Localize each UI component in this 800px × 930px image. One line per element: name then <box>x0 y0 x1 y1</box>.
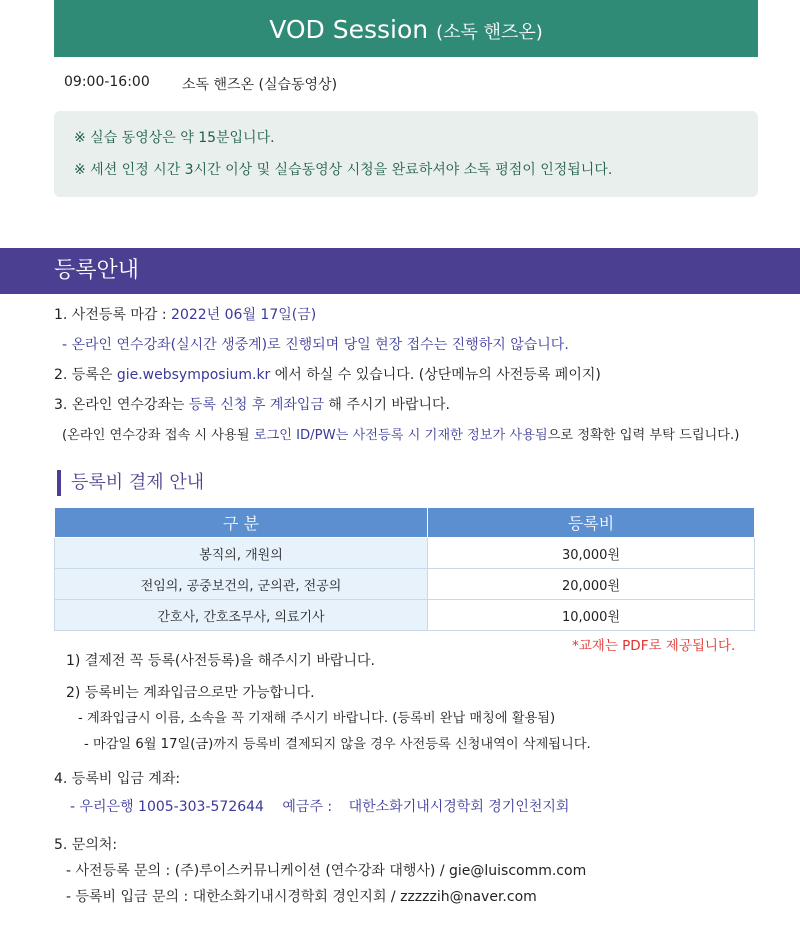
vod-time: 09:00-16:00 <box>64 74 150 90</box>
reg-item-3-sub <box>62 424 739 443</box>
fee-table-header <box>55 508 755 538</box>
reg-site-link[interactable]: gie.websymposium.kr <box>116 367 271 383</box>
vod-program: 소독 핸즈온 (실습동영상) <box>182 77 338 93</box>
payment-note-2-sub-1: - 계좌입금시 이름, 소속을 꼭 기재해 주시기 바랍니다. (등록비 완납 매칭에 활용됨) <box>78 711 556 726</box>
reg-item-2-pre: 2. 등록은 <box>54 367 117 383</box>
reg-item-2 <box>54 364 601 384</box>
reg-item-2-post: 에서 하실 수 있습니다. (상단메뉴의 사전등록 페이지) <box>270 367 601 383</box>
payment-note-1: 1) 결제전 꼭 등록(사전등록)을 해주시기 바랍니다. <box>66 653 375 669</box>
account-holder: 대한소화기내시경학회 경기인천지회 <box>348 799 570 815</box>
fee-amount: 10,000원 <box>428 600 755 631</box>
reg-deadline: 2022년 06월 17일(금) <box>171 307 317 323</box>
account-label: 4. 등록비 입금 계좌: <box>54 771 181 787</box>
account-holder-label: 예금주 : <box>282 799 333 815</box>
reg-item-3 <box>54 394 450 414</box>
contact-label: 5. 문의처: <box>54 837 118 853</box>
fee-col-category: 구 분 <box>55 508 428 538</box>
reg-item-1-label: 1. 사전등록 마감 : <box>54 307 172 323</box>
pdf-note: *교재는 PDF로 제공됩니다. <box>572 638 736 654</box>
fee-category: 간호사, 간호조무사, 의료기사 <box>55 600 428 631</box>
reg-item-1-sub: - 온라인 연수강좌(실시간 생중계)로 진행되며 당일 현장 접수는 진행하지 않습니다. <box>62 337 569 353</box>
fee-section-title: 등록비 결제 안내 <box>57 470 204 496</box>
table-row <box>55 569 755 600</box>
table-row <box>55 538 755 569</box>
reg-item-1 <box>54 304 316 324</box>
payment-note-2-sub-2: - 마감일 6월 17일(금)까지 등록비 결제되지 않을 경우 사전등록 신청내역이 삭제됩니다. <box>84 737 591 752</box>
contact-registration: - 사전등록 문의 : (주)루이스커뮤니케이션 (연수강좌 대행사) / gie@luiscomm.com <box>66 863 587 879</box>
fee-category: 전임의, 공중보건의, 군의관, 전공의 <box>55 569 428 600</box>
vod-note-duration: ※ 실습 동영상은 약 15분입니다. <box>74 130 275 146</box>
reg-item-3-highlight: 등록 신청 후 계좌입금 <box>188 397 324 413</box>
fee-amount: 20,000원 <box>428 569 755 600</box>
fee-category: 봉직의, 개원의 <box>55 538 428 569</box>
fee-table <box>54 507 755 631</box>
vod-note-credit: ※ 세션 인정 시간 3시간 이상 및 실습동영상 시청을 완료하셔야 소독 평점이 인정됩니다. <box>74 162 613 178</box>
vod-subtitle: (소독 핸즈온) <box>436 22 543 43</box>
account-bank: - 우리은행 1005-303-572644 <box>70 799 264 815</box>
vod-session-banner <box>54 0 758 57</box>
payment-note-2: 2) 등록비는 계좌입금으로만 가능합니다. <box>66 685 315 701</box>
vod-notes-box <box>54 111 758 197</box>
vod-title: VOD Session <box>269 15 429 44</box>
table-row <box>55 600 755 631</box>
reg-item-3-post: 해 주시기 바랍니다. <box>323 397 450 413</box>
fee-col-fee: 등록비 <box>428 508 755 538</box>
registration-header: 등록안내 <box>0 248 800 294</box>
reg-item-3-pre: 3. 온라인 연수강좌는 <box>54 397 189 413</box>
reg-item-3-sub-pre: (온라인 연수강좌 접속 시 사용될 <box>62 428 254 443</box>
reg-item-3-sub-post: 으로 정확한 입력 부탁 드립니다.) <box>547 428 740 443</box>
account-info <box>70 796 569 816</box>
reg-item-3-sub-highlight: 로그인 ID/PW는 사전등록 시 기재한 정보가 사용됨 <box>253 428 548 443</box>
contact-payment: - 등록비 입금 문의 : 대한소화기내시경학회 경인지회 / zzzzzih@naver.com <box>66 889 537 905</box>
fee-amount: 30,000원 <box>428 538 755 569</box>
